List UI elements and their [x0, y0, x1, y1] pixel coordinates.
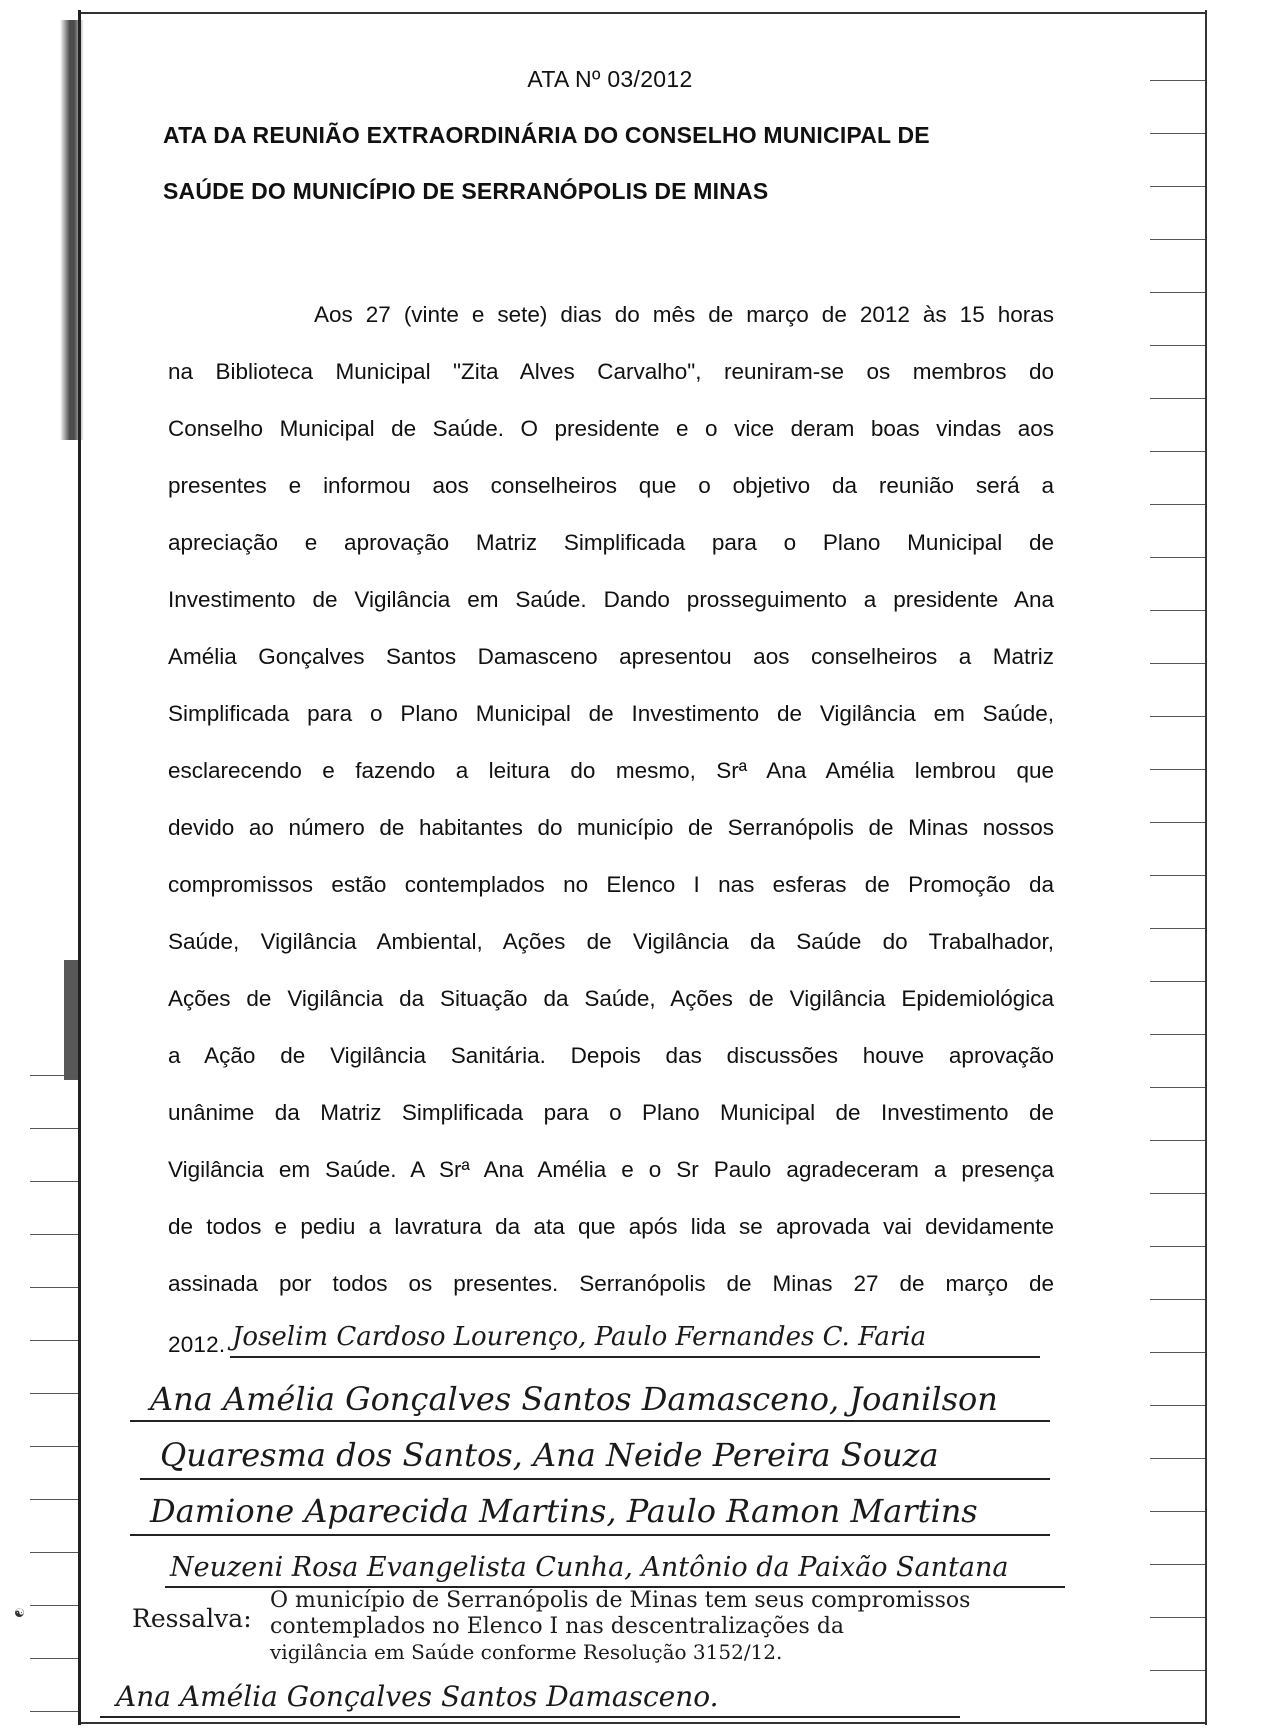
margin-rule — [30, 1711, 78, 1712]
margin-rule — [1150, 1352, 1205, 1353]
margin-rule — [30, 1181, 78, 1182]
final-signature: Ana Amélia Gonçalves Santos Damasceno. — [116, 1680, 719, 1713]
margin-rule — [1150, 186, 1205, 187]
margin-rule — [1150, 504, 1205, 505]
margin-rule — [30, 1446, 78, 1447]
margin-rule — [1150, 1193, 1205, 1194]
signature-line: Joselim Cardoso Lourenço, Paulo Fernandes C. Faria — [232, 1322, 927, 1352]
margin-rule — [1150, 80, 1205, 81]
margin-rule — [1150, 1299, 1205, 1300]
margin-rule — [1150, 1246, 1205, 1247]
document-year: 2012. — [168, 1332, 226, 1357]
body-line: assinada por todos os presentes. Serranópolis de Minas 27 de março de — [168, 1271, 1054, 1296]
body-line: Conselho Municipal de Saúde. O presidente e o vice deram boas vindas aos — [168, 416, 1054, 441]
signature-underline — [100, 1716, 960, 1718]
document-heading-line2: SAÚDE DO MUNICÍPIO DE SERRANÓPOLIS DE MINAS — [163, 178, 769, 204]
margin-rule — [30, 1499, 78, 1500]
margin-rule — [1150, 345, 1205, 346]
body-line: Investimento de Vigilância em Saúde. Dando prosseguimento a presidente Ana — [168, 587, 1054, 612]
margin-rule — [1150, 610, 1205, 611]
margin-rule — [1150, 1670, 1205, 1671]
margin-rule — [1150, 292, 1205, 293]
document-title: ATA Nº 03/2012 — [527, 66, 693, 92]
margin-rule — [30, 1234, 78, 1235]
ressalva-line: contemplados no Elenco I nas descentralizações da — [270, 1614, 845, 1639]
body-line: apreciação e aprovação Matriz Simplificada para o Plano Municipal de — [168, 530, 1054, 555]
signature-line: Ana Amélia Gonçalves Santos Damasceno, Joanilson — [150, 1380, 998, 1418]
document-body — [168, 286, 1054, 1312]
margin-rule — [1150, 875, 1205, 876]
margin-rule — [1150, 928, 1205, 929]
margin-rule — [30, 1287, 78, 1288]
body-line: na Biblioteca Municipal "Zita Alves Carvalho", reuniram-se os membros do — [168, 359, 1054, 384]
margin-rule — [1150, 1511, 1205, 1512]
body-line: unânime da Matriz Simplificada para o Plano Municipal de Investimento de — [168, 1100, 1054, 1125]
margin-rule — [30, 1552, 78, 1553]
margin-rule — [1150, 1405, 1205, 1406]
body-line: Aos 27 (vinte e sete) dias do mês de março de 2012 às 15 horas — [314, 302, 1054, 327]
page-bottom-edge — [80, 1722, 1205, 1724]
signature-underline — [140, 1478, 1050, 1480]
scanner-stamp-icon: ☯ — [14, 1606, 25, 1620]
signature-underline — [230, 1356, 1040, 1358]
margin-rule — [1150, 1087, 1205, 1088]
signature-underline — [130, 1534, 1050, 1536]
margin-rule — [30, 1605, 78, 1606]
margin-rule — [30, 1393, 78, 1394]
document-heading-line1: ATA DA REUNIÃO EXTRAORDINÁRIA DO CONSELHO MUNICIPAL DE — [163, 122, 930, 148]
margin-rule — [1150, 716, 1205, 717]
margin-rule — [1150, 1140, 1205, 1141]
scan-shadow — [64, 960, 78, 1080]
margin-rule — [1150, 1617, 1205, 1618]
page-top-edge — [80, 12, 1205, 14]
body-line: a Ação de Vigilância Sanitária. Depois das discussões houve aprovação — [168, 1043, 1054, 1068]
body-line: compromissos estão contemplados no Elenco I nas esferas de Promoção da — [168, 872, 1054, 897]
body-line: Amélia Gonçalves Santos Damasceno apresentou aos conselheiros a Matriz — [168, 644, 1054, 669]
margin-rule — [1150, 133, 1205, 134]
margin-rule — [1150, 663, 1205, 664]
margin-rule — [1150, 1458, 1205, 1459]
body-line: Saúde, Vigilância Ambiental, Ações de Vigilância da Saúde do Trabalhador, — [168, 929, 1054, 954]
margin-rule — [1150, 1034, 1205, 1035]
margin-rule — [1150, 822, 1205, 823]
signature-line: Neuzeni Rosa Evangelista Cunha, Antônio da Paixão Santana — [170, 1552, 1009, 1583]
page-left-edge — [78, 10, 81, 1725]
ressalva-line: vigilância em Saúde conforme Resolução 3152/12. — [270, 1640, 783, 1664]
signature-line: Quaresma dos Santos, Ana Neide Pereira Souza — [160, 1436, 939, 1474]
ressalva-label: Ressalva: — [132, 1604, 252, 1633]
margin-rule — [1150, 239, 1205, 240]
margin-rule — [1150, 981, 1205, 982]
margin-rule — [30, 1128, 78, 1129]
signature-underline — [130, 1420, 1050, 1422]
margin-rule — [30, 1658, 78, 1659]
margin-rule — [1150, 769, 1205, 770]
ressalva-line: O município de Serranópolis de Minas tem seus compromissos — [270, 1588, 971, 1613]
body-line: Ações de Vigilância da Situação da Saúde, Ações de Vigilância Epidemiológica — [168, 986, 1054, 1011]
body-line: Simplificada para o Plano Municipal de Investimento de Vigilância em Saúde, — [168, 701, 1054, 726]
body-line: esclarecendo e fazendo a leitura do mesmo, Srª Ana Amélia lembrou que — [168, 758, 1054, 783]
body-line: Vigilância em Saúde. A Srª Ana Amélia e o Sr Paulo agradeceram a presença — [168, 1157, 1054, 1182]
margin-rule — [30, 1340, 78, 1341]
body-line: de todos e pediu a lavratura da ata que após lida se aprovada vai devidamente — [168, 1214, 1054, 1239]
body-line: presentes e informou aos conselheiros que o objetivo da reunião será a — [168, 473, 1054, 498]
signature-line: Damione Aparecida Martins, Paulo Ramon Martins — [150, 1492, 978, 1530]
margin-rule — [30, 1075, 78, 1076]
body-line: devido ao número de habitantes do município de Serranópolis de Minas nossos — [168, 815, 1054, 840]
margin-rule — [1150, 557, 1205, 558]
page-right-edge — [1205, 10, 1207, 1725]
margin-rule — [1150, 398, 1205, 399]
margin-rule — [1150, 1564, 1205, 1565]
margin-rule — [1150, 451, 1205, 452]
